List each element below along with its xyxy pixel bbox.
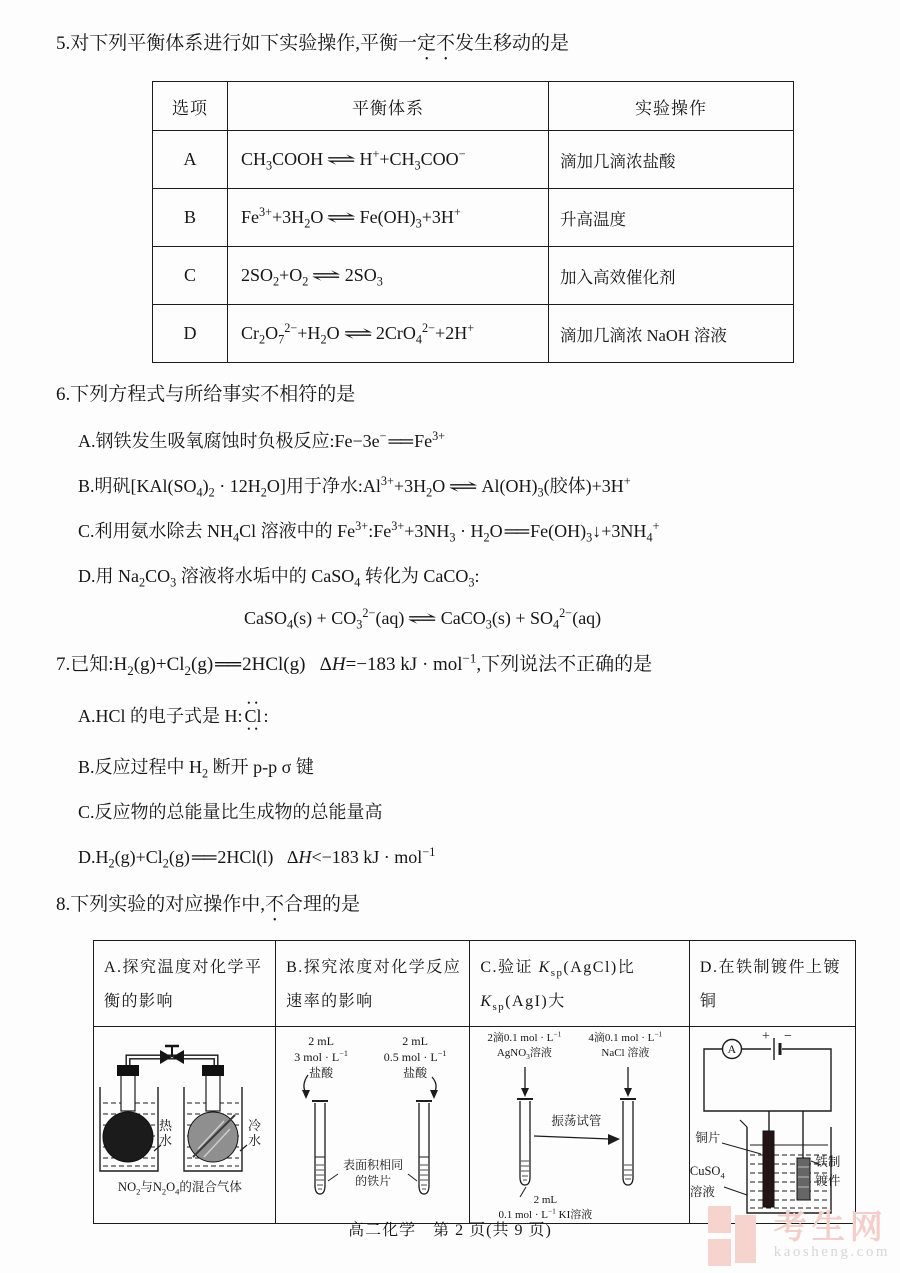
q6-option-b: B.明矾$[KAl(SO_4)_2 \cdot 12H_2O]$用于净水$:Al^{3+}+3H_2O$ ⇌ $Al(OH)_3$(胶体)+3H+ xyxy=(78,473,631,500)
copper-sheet-label: 铜片 xyxy=(695,1130,721,1145)
q5-operation-c: 加入高效催化剂 xyxy=(549,247,794,305)
q5-option-letter-c: C xyxy=(153,247,228,305)
shake-arrow xyxy=(534,1134,620,1145)
diagram-a-temperature-equilibrium xyxy=(94,1027,275,1223)
q5-table xyxy=(152,81,794,363)
q5-system-a: $CH_3COOH$ ⇌ $H^++CH_3COO^-$ xyxy=(228,131,549,189)
diagram-b-concentration-rate xyxy=(276,1027,469,1223)
q8-header-d: D.在铁制镀件上镀铜 xyxy=(689,941,855,1027)
q8-header-c: C.验证 $K_{sp}(AgCl)$比$K_{sp}(AgI)$大 xyxy=(470,941,690,1027)
ammeter-letter: A xyxy=(727,1041,737,1056)
question-7 xyxy=(44,651,856,872)
cuso4-solution-label: CuSO$_4$ 溶液 xyxy=(689,1163,725,1200)
gas-mixture-caption: $NO_2$与$N_2O_4$的混合气体 xyxy=(118,1179,242,1197)
iron-workpiece-label: 铁制 镀件 xyxy=(815,1154,841,1188)
question-6-title: 6.下列方程式与所给事实不相符的是 xyxy=(56,384,356,405)
question-7-title: 7.已知$:H_2(g)+Cl_2(g)$ ══ 2HCl(g) ΔH=−183 kJ · mol$^{-1}$,下列说法不正确的是 xyxy=(56,650,653,678)
q5-operation-d: 滴加几滴浓 NaOH 溶液 xyxy=(549,305,794,363)
cold-water-label: 冷 水 xyxy=(248,1117,262,1148)
agno3-drops-label: 2滴0.1 mol · $L^{-1}$ AgNO$_3$溶液 xyxy=(487,1029,562,1061)
q5-row-b xyxy=(153,189,794,247)
precipitate-hatch xyxy=(624,1165,632,1179)
hcl-3mol-label: 2 mL 3 mol · $L^{-1}$ 盐酸 xyxy=(294,1033,348,1081)
valve-icon xyxy=(160,1046,184,1064)
q6-option-d-equation: CaSO$_4$(s) + $CO_3^{2-}(aq)$ ⇌ CaCO$_3$(s) + $SO_4^{2-}(aq)$ xyxy=(244,605,602,632)
q5-header-row xyxy=(153,82,794,131)
battery-icon xyxy=(774,1038,780,1060)
diagram-d-electroplating xyxy=(690,1027,855,1223)
q7-option-b: B.反应过程中 $H_2$ 断开 p-p σ 键 xyxy=(78,757,314,781)
iron-piece-hatch xyxy=(420,1165,428,1189)
q5-row-c xyxy=(153,247,794,305)
battery-plus-label: + xyxy=(761,1028,770,1044)
kaosheng-logo-icon xyxy=(708,1203,762,1269)
stopper-icon xyxy=(202,1065,224,1076)
left-test-tube xyxy=(312,1101,328,1194)
q7-option-c: C.反应物的总能量比生成物的总能量高 xyxy=(78,802,383,822)
q8-header-row xyxy=(94,941,856,1027)
precipitate-hatch xyxy=(521,1161,529,1180)
same-surface-iron-label: 表面积相同 的铁片 xyxy=(343,1157,404,1188)
q5-header-operation: 实验操作 xyxy=(549,82,794,131)
battery-minus-label: − xyxy=(783,1028,792,1044)
watermark-cn-text: 考生网 xyxy=(773,1209,888,1246)
left-test-tube xyxy=(517,1099,533,1185)
q8-header-b: B.探究浓度对化学反应速率的影响 xyxy=(276,941,470,1027)
q7-option-d: $D.H_2(g)+Cl_2(g)$ ══ 2HCl(l) ΔH<−183 kJ · mol$^{-1}$ xyxy=(78,845,436,871)
right-test-tube xyxy=(620,1099,636,1185)
q5-operation-a: 滴加几滴浓盐酸 xyxy=(549,131,794,189)
question-5 xyxy=(44,30,856,363)
q5-option-letter-b: B xyxy=(153,189,228,247)
q8-diagram-row xyxy=(94,1026,856,1223)
right-test-tube xyxy=(416,1101,432,1194)
left-flask-no2-dark xyxy=(103,1065,153,1162)
q8-table xyxy=(93,940,856,1224)
q5-system-c: $2SO_2+O_2$ ⇌ $2SO_3$ xyxy=(228,247,549,305)
q5-system-d: $Cr_2O_7^{2-}+H_2O$ ⇌ 2CrO$_4^{2-}$+2H+ xyxy=(228,305,549,363)
iron-piece-hatch xyxy=(316,1165,324,1189)
question-5-title: 5.对下列平衡体系进行如下实验操作,平衡一定不发生移动的是 xyxy=(56,33,570,54)
q5-operation-b: 升高温度 xyxy=(549,189,794,247)
question-8 xyxy=(44,891,856,1224)
stopper-icon xyxy=(117,1065,139,1076)
question-6 xyxy=(44,381,856,632)
q5-row-a xyxy=(153,131,794,189)
watermark-en-text: kaosheng.com xyxy=(773,1244,890,1261)
shake-tube-label: 振荡试管 xyxy=(551,1113,602,1128)
q5-row-d xyxy=(153,305,794,363)
drop-arrow-left xyxy=(521,1067,529,1097)
cold-water-pointer xyxy=(240,1145,247,1151)
right-flask-no2-light xyxy=(188,1065,238,1162)
q7-option-a: A.HCl 的电子式是 H: • • Cl • • : xyxy=(78,703,856,730)
hot-water-label: 热 水 xyxy=(159,1117,173,1148)
nacl-drops-label: 4滴0.1 mol · $L^{-1}$ NaCl 溶液 xyxy=(588,1029,663,1059)
q5-option-letter-d: D xyxy=(153,305,228,363)
copper-electrode xyxy=(763,1131,774,1207)
diagram-c-ksp-comparison xyxy=(470,1027,689,1223)
beaker-spout xyxy=(740,1120,747,1127)
q5-header-option: 选项 xyxy=(153,82,228,131)
page-footer: 高二化学 第 2 页(共 9 页) xyxy=(348,1222,552,1239)
q5-option-letter-a: A xyxy=(153,131,228,189)
iron-workpiece-electrode xyxy=(797,1158,810,1200)
drop-arrow-right xyxy=(624,1067,632,1097)
kaosheng-watermark xyxy=(708,1203,890,1269)
question-8-title: 8.下列实验的对应操作中,不合理的是 xyxy=(56,894,361,915)
ki-solution-label: 2 mL 0.1 mol · $L^{-1}$ KI溶液 xyxy=(498,1193,593,1221)
q6-option-d: D.用 $Na_2CO_3$ 溶液将水垢中的 CaSO$_4$ 转化为 CaCO$_3$: xyxy=(78,565,480,590)
q5-system-b: $Fe^{3+}+3H_2O$ ⇌ $Fe(OH)_3+3H^+$ xyxy=(228,189,549,247)
q5-header-system: 平衡体系 xyxy=(228,82,549,131)
q8-header-a: A.探究温度对化学平衡的影响 xyxy=(94,941,276,1027)
hcl-05mol-label: 2 mL 0.5 mol · $L^{-1}$ 盐酸 xyxy=(383,1033,447,1081)
q6-option-c: C.利用氨水除去 $NH_4Cl$ 溶液中的 $Fe^{3+}:Fe^{3+}+3NH_3 \cdot H_2O$ ══ $Fe(OH)_3↓+3NH_4^+$ xyxy=(78,518,660,545)
q6-option-a: A.钢铁发生吸氧腐蚀时负极反应:Fe−3e− ══ $Fe^{3+}$ xyxy=(78,428,446,451)
